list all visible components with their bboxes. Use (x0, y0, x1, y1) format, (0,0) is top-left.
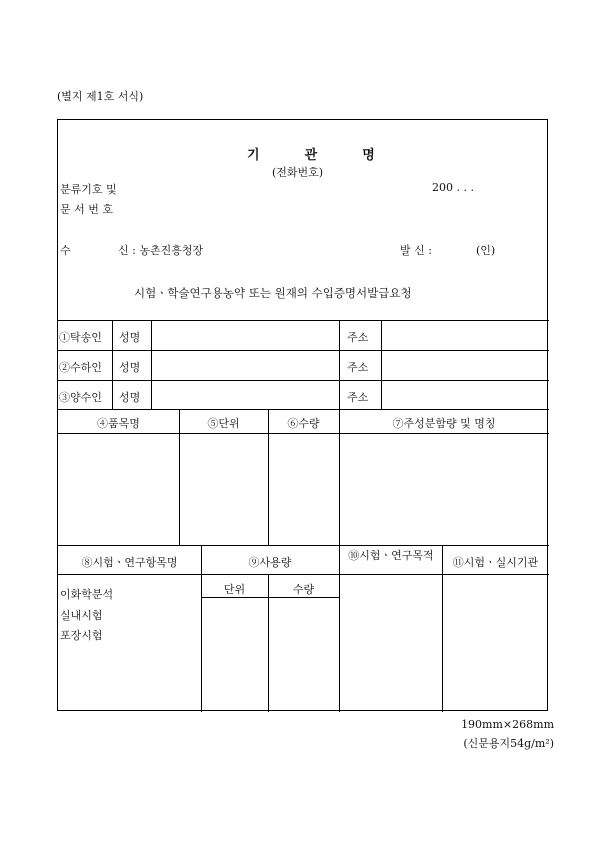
divider-usage-subheader (201, 597, 339, 598)
divider-test-top (58, 545, 549, 546)
party-shipper-label: ①탁송인 (59, 331, 102, 344)
divider-party-1 (58, 350, 549, 351)
vline-party-address-value (381, 320, 382, 409)
vline-party-label (112, 320, 113, 409)
vline-party-name (151, 320, 152, 409)
test-item-2: 실내시험 (60, 609, 103, 622)
phone-label: (전화번호) (272, 166, 324, 179)
test-header-items: ⑧시험ㆍ연구항목명 (81, 556, 178, 569)
vline-test-3 (442, 545, 443, 712)
party-shipper-name-label: 성명 (119, 331, 141, 344)
form-label: (별지 제1호 서식) (57, 90, 144, 103)
subject-line: 시험ㆍ학술연구용농약 또는 원재의 수입증명서발급요청 (134, 286, 412, 300)
test-item-3: 포장시험 (60, 629, 103, 642)
date-field: 200 . . . (432, 181, 474, 194)
goods-header-quantity: ⑥수량 (287, 417, 320, 430)
divider-goods-top (58, 409, 549, 410)
party-transferee-label: ③양수인 (59, 391, 102, 404)
divider-goods-header (58, 433, 549, 434)
classification-label-line2: 문 서 번 호 (60, 203, 113, 216)
paper-type-note: (신문용지54g/m²) (463, 737, 554, 750)
test-header-purpose: ⑩시험ㆍ연구목적 (348, 549, 434, 562)
divider-party-2 (58, 380, 549, 381)
party-consignee-address-label: 주소 (347, 361, 369, 374)
vline-party-address (339, 320, 340, 409)
party-shipper-address-label: 주소 (347, 331, 369, 344)
party-transferee-name-label: 성명 (119, 391, 141, 404)
title-char-3: 명 (362, 148, 375, 163)
divider-parties-top (58, 320, 549, 321)
usage-subheader-unit: 단위 (223, 583, 246, 596)
sender-label: 발 신 : (400, 244, 432, 257)
goods-header-item-name: ④품목명 (97, 417, 140, 430)
title-char-2: 관 (304, 148, 318, 163)
goods-header-unit: ⑤단위 (207, 417, 240, 430)
institution-title (247, 144, 375, 163)
paper-size-note: 190mm×268mm (461, 718, 554, 731)
goods-header-ingredient: ⑦주성분함량 및 명칭 (392, 417, 496, 430)
test-item-1: 이화학분석 (60, 588, 114, 601)
test-header-usage: ⑨사용량 (248, 556, 292, 569)
party-consignee-label: ②수하인 (59, 361, 102, 374)
divider-test-header (58, 574, 549, 575)
party-transferee-address-label: 주소 (347, 391, 369, 404)
request-form (57, 119, 548, 711)
title-char-1: 기 (247, 148, 260, 163)
classification-label-line1: 분류기호 및 (60, 183, 117, 196)
seal-label: (인) (476, 244, 496, 257)
recipient-value: 신 : 농촌진흥청장 (118, 244, 204, 257)
recipient-label: 수 (60, 244, 71, 257)
party-consignee-name-label: 성명 (119, 361, 141, 374)
usage-subheader-quantity: 수량 (292, 583, 315, 596)
test-header-institution: ⑪시험ㆍ실시기관 (452, 556, 539, 569)
vline-test-1 (201, 545, 202, 712)
